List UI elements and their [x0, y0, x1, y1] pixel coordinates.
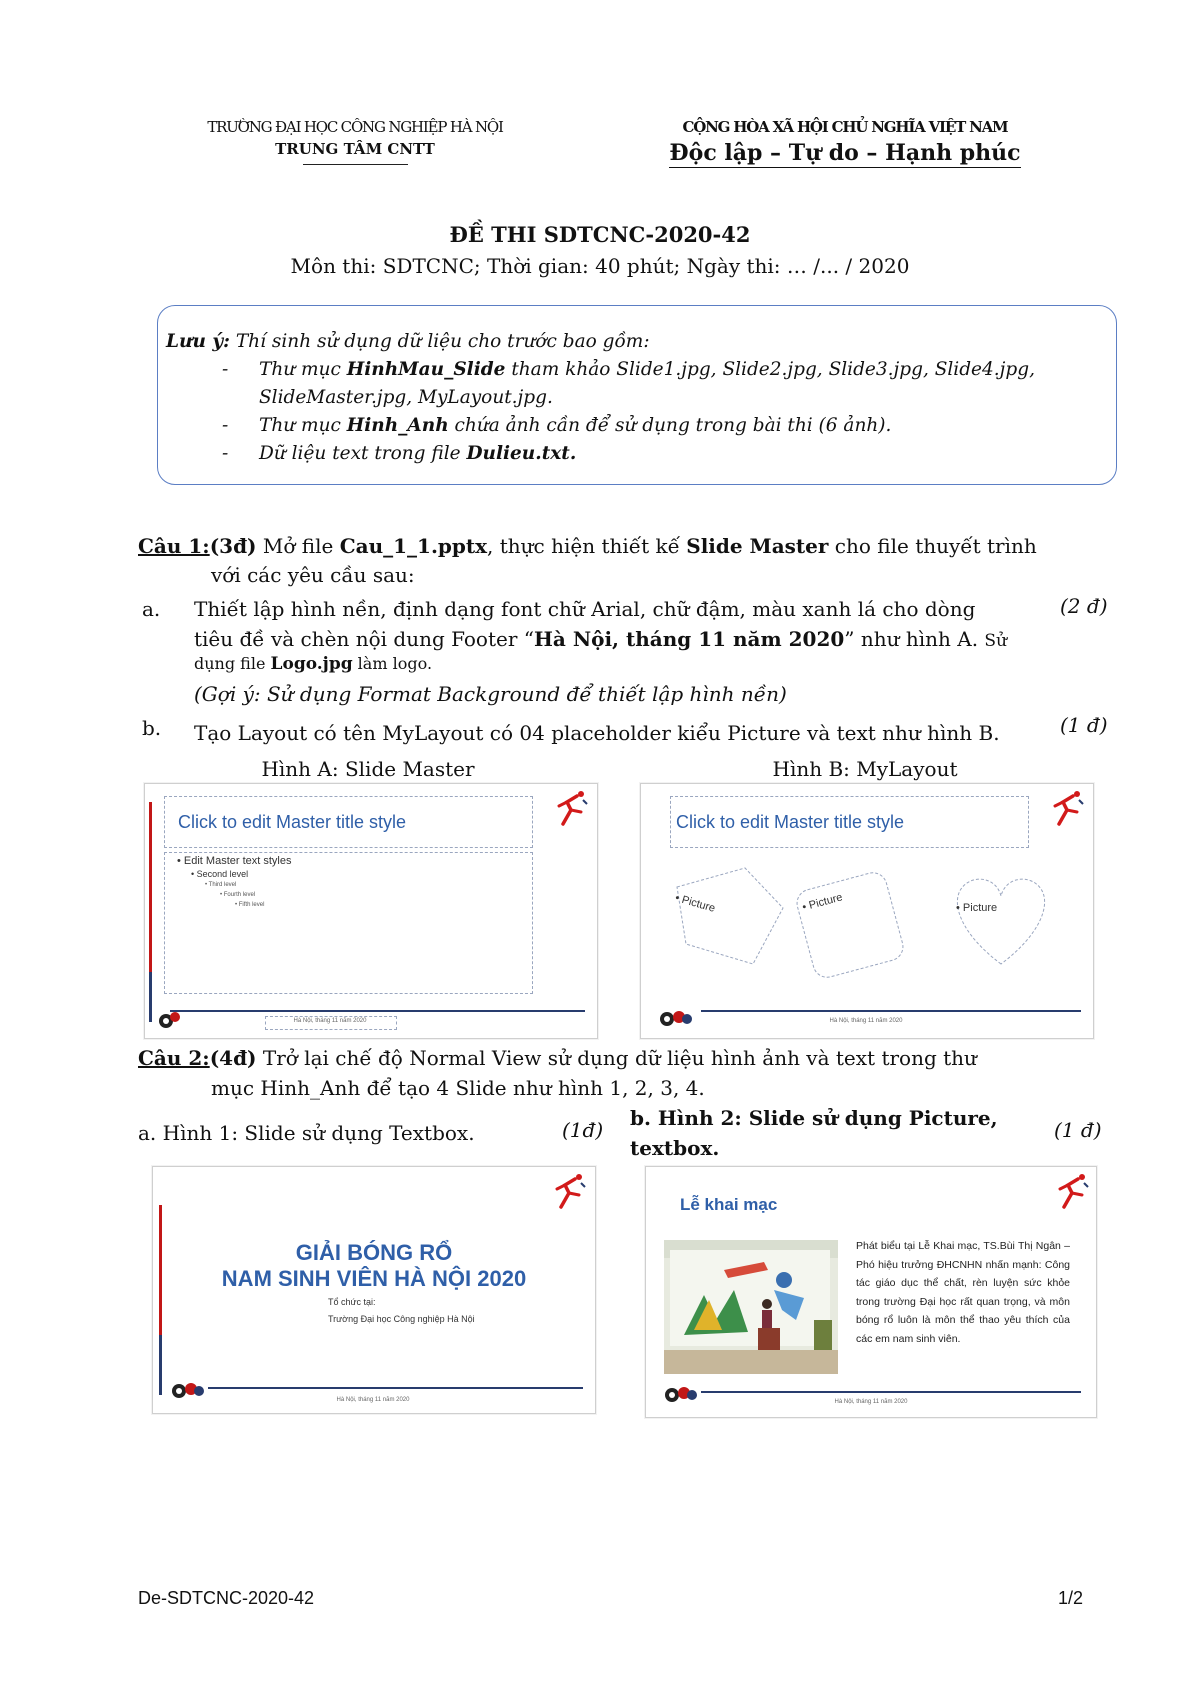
q1b-marker: b.: [142, 716, 162, 740]
figure-a-caption: Hình A: Slide Master: [261, 757, 475, 781]
national-header: [660, 118, 1030, 166]
footer-rule: [170, 1010, 585, 1012]
header-divider: [303, 164, 408, 165]
question-2-line2: mục Hinh_Anh để tạo 4 Slide như hình 1, 2, 3, 4.: [211, 1076, 705, 1100]
layout-title-text: Click to edit Master title style: [676, 812, 905, 832]
layout-footer-text: Hà Nội, tháng 11 năm 2020: [829, 1018, 903, 1024]
left-accent-red: [149, 802, 152, 972]
runner-logo-icon: [1056, 1173, 1090, 1209]
note-dash-2: -: [222, 415, 229, 436]
exam-title: ĐỀ THI SDTCNC-2020-42: [449, 222, 751, 247]
q2b-text-line1: b. Hình 2: Slide sử dụng Picture,: [630, 1106, 998, 1130]
slide1-org-name: Trường Đại học Công nghiệp Hà Nội: [328, 1314, 475, 1324]
master-level-3: • Third level: [205, 882, 237, 888]
question-1: Câu 1:(3đ) Mở file Cau_1_1.pptx, thực hiện thiết kế Slide Master cho file thuyết trình: [138, 534, 1037, 558]
note-dash-3: -: [222, 443, 229, 464]
school-name: TRƯỜNG ĐẠI HỌC CÔNG NGHIỆP HÀ NỘI: [207, 118, 503, 136]
page-number: 1/2: [1058, 1588, 1084, 1608]
question-1-line2: với các yêu cầu sau:: [211, 563, 415, 587]
runner-logo-icon: [1051, 790, 1085, 826]
ball-logo-icon: [157, 1008, 182, 1030]
picture-label-2: • Picture: [801, 891, 844, 914]
question-2: Câu 2:(4đ) Trở lại chế độ Normal View sử dụng dữ liệu hình ảnh và text trong thư: [138, 1046, 977, 1070]
slide1-org-label: Tổ chức tại:: [328, 1297, 376, 1307]
note-item-3: Dữ liệu text trong file Dulieu.txt.: [259, 443, 577, 464]
figure-b-caption: Hình B: MyLayout: [772, 757, 958, 781]
slide1-title-line1: GIẢI BÓNG RỔ: [295, 1240, 453, 1265]
slide2-title: Lễ khai mạc: [680, 1195, 778, 1214]
slide2-footer-text: Hà Nội, tháng 11 năm 2020: [834, 1399, 908, 1405]
q1a-hint: (Gợi ý: Sử dụng Format Background để thiết lập hình nền): [194, 682, 787, 706]
note-item-2: Thư mục Hinh_Anh chứa ảnh cần để sử dụng trong bài thi (6 ảnh).: [259, 415, 892, 436]
picture-label-1: • Picture: [673, 892, 717, 915]
master-level-4: • Fourth level: [220, 892, 256, 898]
ball-logo-icon: [167, 1377, 207, 1401]
figure-2-slide: [645, 1166, 1097, 1418]
note-label: Lưu ý:: [166, 331, 230, 352]
q2b-points: (1 đ): [1054, 1118, 1102, 1142]
master-level-5: • Fifth level: [235, 902, 265, 908]
motto: Độc lập – Tự do – Hạnh phúc: [669, 140, 1021, 166]
page-footer-code: De-SDTCNC-2020-42: [138, 1588, 315, 1608]
note-item-1: Thư mục HinhMau_Slide tham khảo Slide1.jpg, Slide2.jpg, Slide3.jpg, Slide4.jpg,: [259, 359, 1035, 380]
master-level-2: • Second level: [191, 869, 249, 879]
left-accent-navy: [159, 1335, 162, 1395]
figure-b-my-layout: [640, 783, 1094, 1039]
q1a-line2: tiêu đề và chèn nội dung Footer “Hà Nội, tháng 11 năm 2020” như hình A. Sử: [194, 627, 1008, 651]
note-intro: Lưu ý: Thí sinh sử dụng dữ liệu cho trước bao gồm:: [166, 331, 650, 352]
footer-rule: [208, 1387, 583, 1389]
exam-subtitle: Môn thi: SDTCNC; Thời gian: 40 phút; Ngày thi: … /... / 2020: [290, 254, 910, 278]
master-title-text: Click to edit Master title style: [178, 812, 407, 832]
q2a-points: (1đ): [562, 1118, 604, 1142]
slide1-footer-text: Hà Nội, tháng 11 năm 2020: [336, 1397, 410, 1403]
q2b-text-line2: textbox.: [630, 1136, 720, 1160]
figure-a-slide-master: [144, 783, 598, 1039]
note-item-1-cont: SlideMaster.jpg, MyLayout.jpg.: [259, 387, 553, 408]
master-footer-text: Hà Nội, tháng 11 năm 2020: [293, 1018, 367, 1024]
slide2-body-text: Phát biểu tại Lễ Khai mạc, TS.Bùi Thị Ngân – Phó hiệu trưởng ĐHCNHN nhấn mạnh: Công tác giáo dục thể chất, rèn luyện sức khỏe trong trường Đại học rất quan trọng, và môn bóng rổ luôn là môn thể thao yêu thích của các em nam sinh viên.: [856, 1240, 1070, 1345]
question-2-label: Câu 2:: [138, 1046, 210, 1070]
left-accent-navy: [149, 972, 152, 1022]
q1a-marker: a.: [142, 597, 161, 621]
runner-logo-icon: [553, 1173, 587, 1209]
footer-rule: [701, 1391, 1081, 1393]
q1a-line1: Thiết lập hình nền, định dạng font chữ Arial, chữ đậm, màu xanh lá cho dòng: [194, 597, 976, 621]
school-header: [190, 118, 520, 165]
picture-label-3: • Picture: [956, 902, 998, 914]
runner-logo-icon: [555, 790, 589, 826]
note-dash-1: -: [222, 359, 229, 380]
footer-rule: [701, 1010, 1081, 1012]
q1b-text: Tạo Layout có tên MyLayout có 04 placeholder kiểu Picture và text như hình B.: [194, 721, 1000, 745]
ball-logo-icon: [655, 1005, 695, 1029]
q1b-points: (1 đ): [1060, 713, 1108, 737]
department-name: TRUNG TÂM CNTT: [275, 140, 435, 158]
ball-logo-icon: [660, 1381, 700, 1405]
country-name: CỘNG HÒA XÃ HỘI CHỦ NGHĨA VIỆT NAM: [682, 118, 1008, 136]
question-1-label: Câu 1:: [138, 534, 210, 558]
figure-1-slide: [152, 1166, 596, 1414]
q1a-line3: dụng file Logo.jpg làm logo.: [194, 654, 433, 674]
opening-ceremony-photo: [664, 1240, 838, 1374]
slide1-title-line2: NAM SINH VIÊN HÀ NỘI 2020: [221, 1266, 527, 1291]
q2a-text: a. Hình 1: Slide sử dụng Textbox.: [138, 1121, 475, 1145]
q1a-points: (2 đ): [1060, 594, 1108, 618]
master-level-1: • Edit Master text styles: [177, 855, 292, 867]
